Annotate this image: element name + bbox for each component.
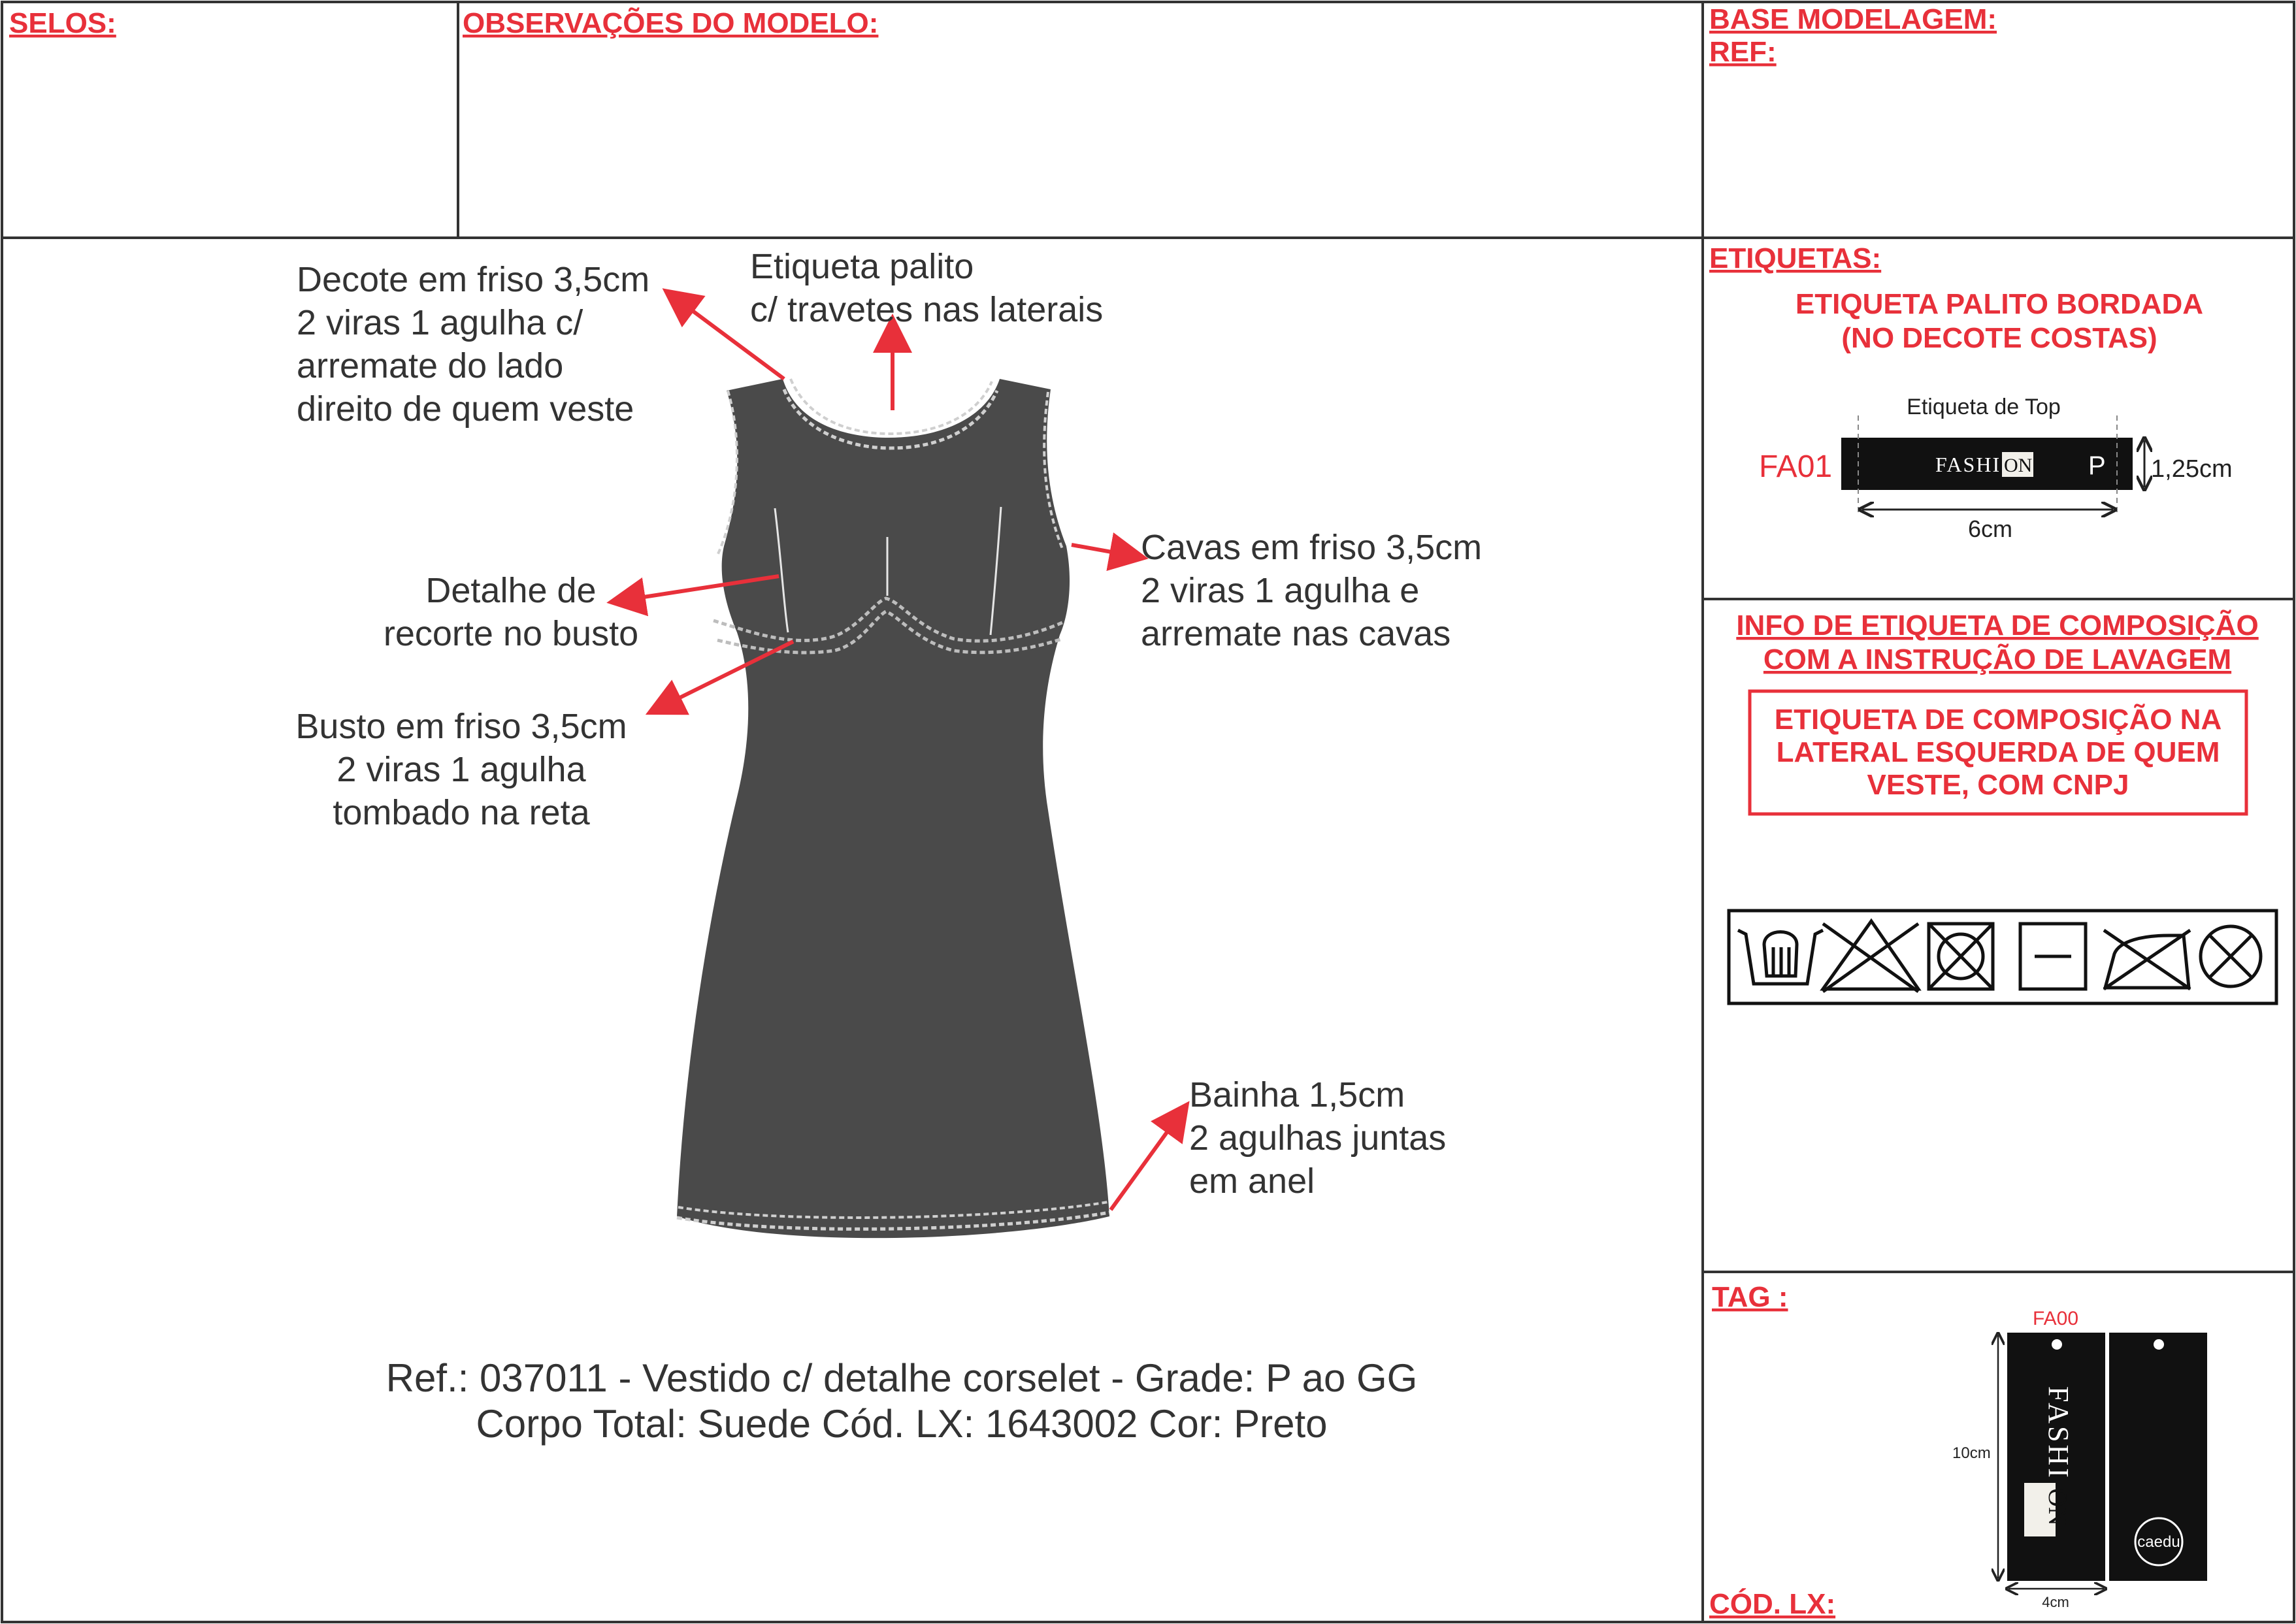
label-title-line1: ETIQUETA PALITO BORDADA: [1795, 288, 2204, 320]
dress-body: [677, 379, 1109, 1238]
line-dry-icon: [2020, 924, 2086, 989]
label-width-dim: 6cm: [1967, 515, 2013, 542]
tag-width-dim: 4cm: [2042, 1594, 2069, 1610]
annotation-line: Bainha 1,5cm: [1189, 1075, 1405, 1114]
do-not-bleach-icon: [1823, 921, 1918, 992]
cod-lx-label: CÓD. LX:: [1709, 1588, 1836, 1620]
care-symbols: [1729, 911, 2276, 1003]
dress-sketch: [677, 379, 1109, 1238]
hang-tag: [1952, 1308, 2207, 1610]
do-not-tumble-dry-icon: [1929, 924, 1993, 989]
annotation-detalhe: [384, 571, 638, 653]
tag-front-hole: [2052, 1339, 2062, 1350]
arrow-cavas: [1072, 545, 1137, 557]
annotation-line: Etiqueta palito: [750, 247, 974, 286]
label-height-dim: 1,25cm: [2151, 455, 2233, 483]
annotation-line: 2 viras 1 agulha: [336, 750, 586, 789]
selos-label: SELOS:: [9, 7, 116, 39]
ref-label: REF:: [1709, 36, 1777, 68]
base-modelagem-label: BASE MODELAGEM:: [1709, 3, 1997, 35]
tag-code: FA00: [2032, 1308, 2079, 1329]
annotation-line: recorte no busto: [383, 614, 639, 653]
info-label-line2: COM A INSTRUÇÃO DE LAVAGEM: [1763, 643, 2232, 675]
annotation-busto: [295, 707, 627, 832]
annotation-line: 2 agulhas juntas: [1189, 1118, 1447, 1158]
do-not-iron-icon: [2104, 930, 2190, 989]
composition-line3: VESTE, COM CNPJ: [1867, 769, 2129, 801]
tag-back-hole: [2154, 1339, 2164, 1350]
do-not-dry-clean-icon: [2201, 926, 2261, 986]
label-size: P: [2088, 451, 2106, 480]
label-title-line2: (NO DECOTE COSTAS): [1841, 322, 2157, 354]
annotation-line: Detalhe de: [425, 571, 597, 610]
composition-box: [1750, 691, 2246, 814]
annotation-line: 2 viras 1 agulha c/: [297, 303, 583, 342]
annotation-etiqueta: [750, 247, 1103, 329]
etiquetas-label: ETIQUETAS:: [1709, 242, 1882, 274]
annotation-line: Busto em friso 3,5cm: [295, 707, 627, 746]
product-fabric-line: Corpo Total: Suede Cód. LX: 1643002 Cor: Preto: [476, 1402, 1328, 1446]
label-spec: [1759, 288, 2233, 542]
tag-back-logo: caedu: [2137, 1533, 2180, 1551]
annotation-line: arremate nas cavas: [1141, 614, 1451, 653]
annotation-line: Cavas em friso 3,5cm: [1141, 528, 1483, 567]
arrow-bainha: [1111, 1111, 1183, 1210]
composition-line2: LATERAL ESQUERDA DE QUEM: [1776, 736, 2220, 768]
label-brand-b: ON: [2004, 455, 2033, 476]
product-ref-line: Ref.: 037011 - Vestido c/ detalhe corselet - Grade: P ao GG: [385, 1356, 1418, 1400]
label-code: FA01: [1759, 449, 1833, 484]
tag-brand-vertical: [2042, 1386, 2075, 1480]
annotation-line: Decote em friso 3,5cm: [297, 260, 650, 299]
annotation-line: direito de quem veste: [297, 389, 634, 429]
annotation-line: em anel: [1189, 1161, 1315, 1201]
annotation-bainha: [1189, 1075, 1446, 1201]
info-label-line1: INFO DE ETIQUETA DE COMPOSIÇÃO: [1736, 609, 2259, 641]
annotation-line: arremate do lado: [297, 346, 564, 385]
tag-brand-b: ON: [2043, 1488, 2073, 1526]
tag-label: TAG :: [1712, 1281, 1788, 1313]
annotation-line: 2 viras 1 agulha e: [1141, 571, 1420, 610]
annotation-cavas: [1141, 528, 1482, 653]
tag-brand-a: FASHI: [2042, 1386, 2075, 1480]
tag-height-dim: 10cm: [1952, 1444, 1991, 1462]
hand-wash-icon: [1738, 930, 1823, 984]
label-brand-a: FASHI: [1935, 453, 2001, 476]
label-caption: Etiqueta de Top: [1907, 395, 2061, 419]
annotation-decote: [297, 260, 649, 429]
observacoes-label: OBSERVAÇÕES DO MODELO:: [463, 7, 879, 39]
composition-line1: ETIQUETA DE COMPOSIÇÃO NA: [1774, 704, 2222, 736]
annotation-line: c/ travetes nas laterais: [750, 290, 1104, 329]
annotation-line: tombado na reta: [333, 793, 590, 832]
